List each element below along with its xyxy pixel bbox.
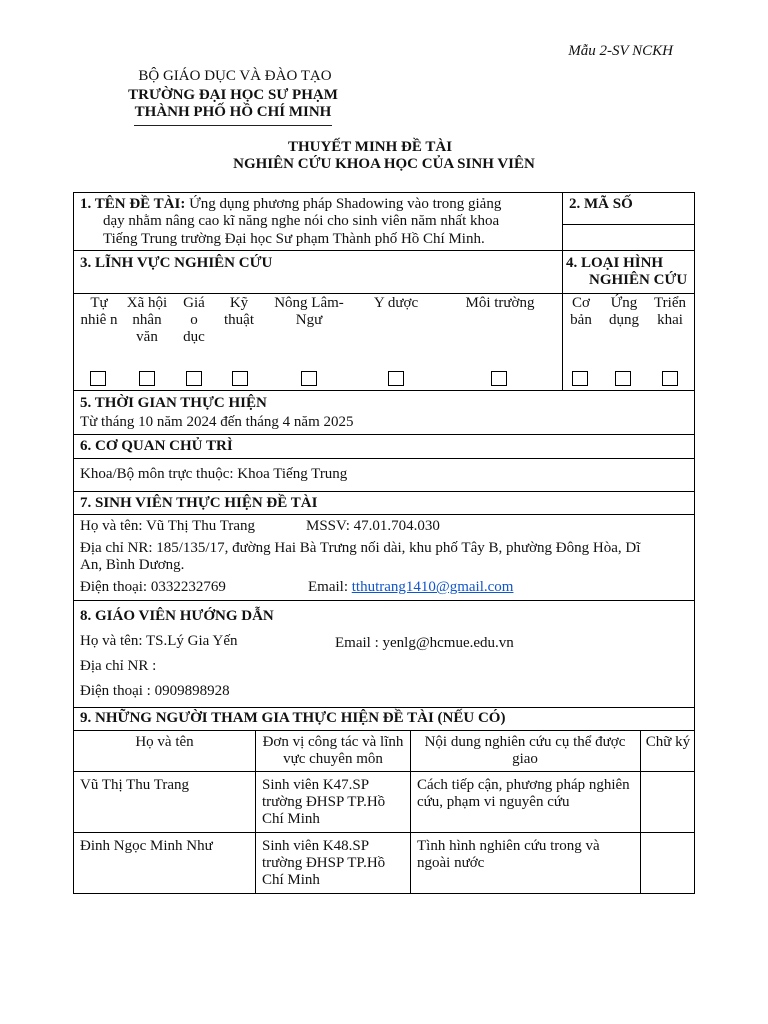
divider	[74, 458, 694, 459]
field-label-natural: Tự nhiê n	[80, 295, 118, 328]
host-unit-value: Khoa/Bộ môn trực thuộc: Khoa Tiếng Trung	[80, 466, 348, 482]
divider	[74, 707, 694, 708]
topic-name-line3: Tiếng Trung trường Đại học Sư phạm Thành phố Hồ Chí Minh.	[103, 231, 485, 247]
field-label-medicine: Y dược	[373, 295, 419, 311]
divider	[74, 730, 694, 731]
field-checkbox-agriculture[interactable]	[301, 371, 317, 386]
col-header-task: Nội dung nghiên cứu cụ thể được giao	[424, 734, 626, 767]
doc-title-line2: NGHIÊN CỨU KHOA HỌC CỦA SINH VIÊN	[233, 156, 535, 172]
form-code: Mẫu 2-SV NCKH	[568, 43, 673, 59]
field-label-social: Xã hội nhân văn	[126, 295, 168, 345]
member-name: Đinh Ngọc Minh Như	[80, 838, 213, 854]
divider	[74, 293, 694, 294]
student-phone: Điện thoại: 0332232769	[80, 579, 226, 595]
student-address-line2: An, Bình Dương.	[80, 557, 185, 573]
divider	[74, 434, 694, 435]
section5-label: 5. THỜI GIAN THỰC HIỆN	[80, 395, 267, 411]
divider	[562, 224, 694, 225]
type-label-applied: Ứng dụng	[609, 295, 639, 328]
field-checkbox-environment[interactable]	[491, 371, 507, 386]
header-underline	[134, 125, 332, 126]
divider	[74, 771, 694, 772]
student-id: MSSV: 47.01.704.030	[306, 518, 440, 534]
section4-label-line1: 4. LOẠI HÌNH	[566, 255, 664, 271]
student-address-line1: Địa chỉ NR: 185/135/17, đường Hai Bà Trưng nối dài, khu phố Tây B, phường Đông Hòa, Dĩ	[80, 540, 641, 556]
advisor-phone: Điện thoại : 0909898928	[80, 683, 230, 699]
advisor-address: Địa chỉ NR :	[80, 658, 157, 674]
field-label-engineering: Kỹ thuật	[224, 295, 254, 328]
proposal-form	[73, 192, 695, 894]
type-checkbox-basic[interactable]	[572, 371, 588, 386]
member-task: Cách tiếp cận, phương pháp nghiên cứu, phạm vi nguyên cứu	[417, 777, 630, 810]
ministry-name: BỘ GIÁO DỤC VÀ ĐÀO TẠO	[138, 68, 332, 84]
topic-name-line1: Ứng dụng phương pháp Shadowing vào trong giảng	[189, 196, 502, 212]
field-checkbox-social[interactable]	[139, 371, 155, 386]
col-header-unit: Đơn vị công tác và lĩnh vực chuyên môn	[262, 734, 404, 767]
field-checkbox-medicine[interactable]	[388, 371, 404, 386]
divider	[74, 832, 694, 833]
type-label-deployment: Triển khai	[654, 295, 686, 328]
member-name: Vũ Thị Thu Trang	[80, 777, 190, 793]
section9-label: 9. NHỮNG NGƯỜI THAM GIA THỰC HIỆN ĐỀ TÀI (NẾU CÓ)	[80, 710, 506, 726]
divider	[255, 730, 256, 893]
student-name: Họ và tên: Vũ Thị Thu Trang	[80, 518, 256, 534]
duration-value: Từ tháng 10 năm 2024 đến tháng 4 năm 2025	[80, 414, 354, 430]
advisor-name: Họ và tên: TS.Lý Gia Yến	[80, 633, 238, 649]
topic-name-line2: dạy nhằm nâng cao kĩ năng nghe nói cho sinh viên năm nhất khoa	[103, 213, 500, 229]
member-signature	[644, 777, 690, 794]
student-email-link[interactable]: tthutrang1410@gmail.com	[351, 579, 514, 595]
field-label-education: Giá o dục	[183, 295, 205, 345]
section6-label: 6. CƠ QUAN CHỦ TRÌ	[80, 438, 233, 454]
divider	[74, 514, 694, 515]
student-email-label: Email:	[308, 579, 348, 595]
section3-label: 3. LĨNH VỰC NGHIÊN CỨU	[80, 255, 273, 271]
field-label-agriculture: Nông Lâm-Ngư	[274, 295, 344, 328]
section2-label: 2. MÃ SỐ	[569, 196, 633, 212]
field-checkbox-natural[interactable]	[90, 371, 106, 386]
advisor-email: Email : yenlg@hcmue.edu.vn	[335, 635, 514, 651]
divider	[74, 250, 694, 251]
type-checkbox-applied[interactable]	[615, 371, 631, 386]
school-name-line1: TRƯỜNG ĐẠI HỌC SƯ PHẠM	[128, 87, 338, 103]
divider	[410, 730, 411, 893]
divider	[640, 730, 641, 893]
member-unit: Sinh viên K48.SP trường ĐHSP TP.Hồ Chí Minh	[262, 838, 386, 888]
type-checkbox-deployment[interactable]	[662, 371, 678, 386]
col-header-signature: Chữ ký	[645, 734, 691, 750]
student-email-row	[308, 579, 513, 596]
divider	[74, 491, 694, 492]
member-unit: Sinh viên K47.SP trường ĐHSP TP.Hồ Chí Minh	[262, 777, 386, 827]
doc-title-line1: THUYẾT MINH ĐỀ TÀI	[287, 139, 453, 155]
section1-label: 1. TÊN ĐỀ TÀI:	[80, 196, 186, 212]
section1-title	[80, 196, 501, 213]
section7-label: 7. SINH VIÊN THỰC HIỆN ĐỀ TÀI	[80, 495, 318, 511]
field-checkbox-education[interactable]	[186, 371, 202, 386]
field-checkbox-engineering[interactable]	[232, 371, 248, 386]
field-label-environment: Môi trường	[465, 295, 535, 311]
code-value[interactable]	[569, 229, 689, 246]
member-signature	[644, 838, 690, 855]
divider	[74, 390, 694, 391]
section4-label-line2: NGHIÊN CỨU	[589, 272, 688, 288]
divider	[74, 600, 694, 601]
type-label-basic: Cơ bản	[570, 295, 592, 328]
section8-label: 8. GIÁO VIÊN HƯỚNG DẪN	[80, 608, 274, 624]
divider	[562, 193, 563, 390]
col-header-name: Họ và tên	[135, 734, 194, 750]
member-task: Tình hình nghiên cứu trong và ngoài nước	[417, 838, 600, 871]
school-name-line2: THÀNH PHỐ HỒ CHÍ MINH	[134, 104, 332, 120]
